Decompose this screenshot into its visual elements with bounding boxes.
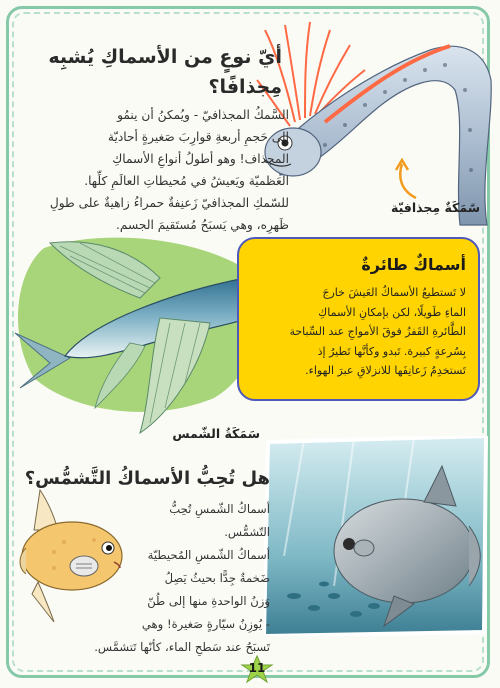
section2-line: أسماكُ الشّمسِ تُحِبُّ التّشمُّس. xyxy=(169,502,270,539)
section2-line: أسماكُ الشّمسِ المُحيطيّة xyxy=(147,548,270,562)
section1-line: للسّمكِ المجذافيّ زَعنِفةٌ حمراءُ زاهيةٌ على طولِ xyxy=(49,196,289,210)
box-line: الطَّائرةِ القَفزُ فوقَ الأمواجِ عند السِّباحة xyxy=(289,325,466,338)
sunfish-caption: سَمَكَةُ الشّمس xyxy=(172,426,260,441)
box-line: تَستخدِمُ زَعانِفَها للانزلاقِ عبرَ الهواء. xyxy=(305,364,466,377)
flying-fish-info-box xyxy=(237,237,480,401)
section2-line: وَزنُ الواحدةِ منها إلى طُنّ xyxy=(147,594,270,608)
section1-title xyxy=(20,42,282,102)
page-number-badge xyxy=(240,655,274,683)
section2-body xyxy=(94,498,270,659)
box-line: بِسُرعةٍ كبيرة. تَبدو وكأنَّها تَطيرُ إذ xyxy=(317,344,466,358)
page-number: 11 xyxy=(248,661,266,675)
oarfish-pointer-arrow xyxy=(388,158,428,200)
oarfish-illustration xyxy=(255,10,495,230)
cartoon-sunfish-illustration xyxy=(14,478,126,624)
section2-line: تَسبَحُ عند سَطحِ الماء، كأنّها تَتشمَّس. xyxy=(94,640,270,654)
flying-fish-box-title: أسماكٌ طائرةٌ xyxy=(361,255,466,274)
section1-line: إلى حَجمِ أربعةِ قوارِبَ صَغيرةٍ أحاديّة xyxy=(107,130,289,144)
section2-line: - يُوزِنُ سيّارةٍ صَغيرة! وهي xyxy=(141,617,270,631)
section1-line: العَظميّة ويَعيشُ في مُحيطاتِ العالَمِ كلِّها. xyxy=(84,174,289,188)
section1-title-line1: أيّ نوعٍ من الأسماكِ يُشبِه xyxy=(48,46,282,68)
sunfish-photo xyxy=(264,436,488,636)
box-line: لا تَستطيعُ الأسماكُ العَيشَ خارجَ xyxy=(322,286,466,299)
section1-line: ظَهرِه، وهي يَسبَحُ مُستَقيمَ الجسم. xyxy=(116,218,289,232)
section1-line: السَّمكُ المجذافيّ - ويُمكنُ أن ينمُو xyxy=(117,108,289,122)
section2-line: ضَخمةٌ جِدًّا بحيثُ يَصِلُ xyxy=(164,571,270,585)
section1-body xyxy=(14,104,289,236)
section2-title: هل تُحِبُّ الأسماكُ التَّشمُّس؟ xyxy=(24,468,270,489)
oarfish-caption: سَمَكَةٌ مِجذافيّة xyxy=(391,200,480,215)
flying-fish-box-body xyxy=(241,283,466,381)
section1-title-line2: مِجذافًا؟ xyxy=(208,76,282,98)
box-line: الماءِ طَويلًا، لكن بإمكانِ الأسماكِ xyxy=(318,305,466,319)
section1-line: المجذاف! وهو أطولُ أنواعِ الأسماكِ xyxy=(112,152,289,166)
